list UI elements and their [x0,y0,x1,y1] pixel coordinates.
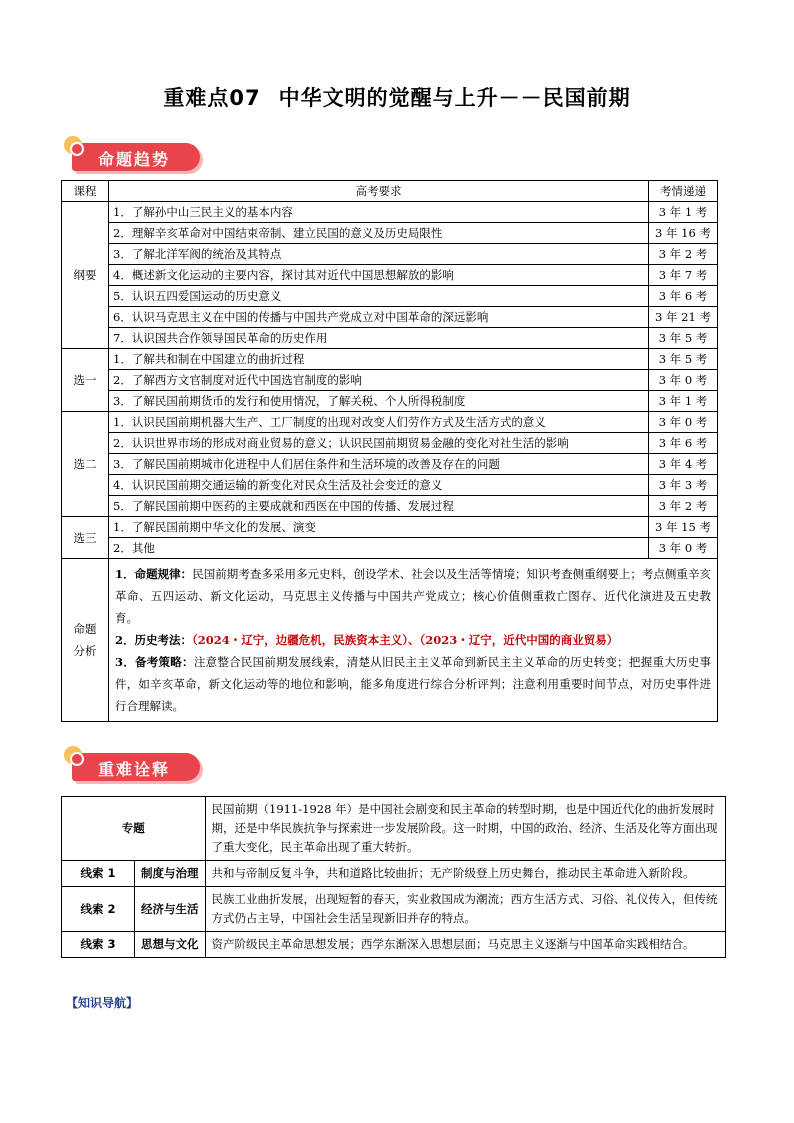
requirement-text: 3．了解北洋军阀的统治及其特点 [109,244,649,265]
requirement-row [62,433,718,454]
topic-text: 民国前期（1911-1928 年）是中国社会剧变和民主革命的转型时期，也是中国近代化的曲折发展时期，还是中华民族抗争与探索进一步发展阶段。这一时期，中国的政治、经济、生活及化等方面出现了重大变化，民主革命出现了重大转折。 [205,797,726,861]
requirement-row [62,517,718,538]
course-group: 纲要 [62,202,109,349]
explain-banner-label: 重难诠释 [98,760,171,779]
explain-banner [72,748,212,784]
requirement-text: 2．其他 [109,538,649,559]
frequency-text: 3 年 15 考 [649,517,718,538]
clue-theme: 经济与生活 [135,887,206,932]
page-title [0,82,794,112]
requirement-row [62,496,718,517]
frequency-text: 3 年 4 考 [649,454,718,475]
clue-row [62,887,726,932]
requirement-text: 2．了解西方文官制度对近代中国选官制度的影响 [109,370,649,391]
requirement-text: 3．了解民国前期城市化进程中人们居住条件和生活环境的改善及存在的问题 [109,454,649,475]
trend-banner [72,138,212,174]
frequency-text: 3 年 6 考 [649,433,718,454]
frequency-text: 3 年 3 考 [649,475,718,496]
frequency-text: 3 年 2 考 [649,496,718,517]
requirement-row [62,412,718,433]
trend-table [61,180,718,722]
analysis-label-text: 命题分析 [73,622,97,658]
frequency-text: 3 年 5 考 [649,349,718,370]
frequency-text: 3 年 6 考 [649,286,718,307]
requirement-row [62,244,718,265]
frequency-text: 3 年 0 考 [649,370,718,391]
frequency-text: 3 年 16 考 [649,223,718,244]
clue-text: 资产阶级民主革命思想发展；西学东渐深入思想层面；马克思主义逐渐与中国革命实践相结合。 [205,932,726,958]
requirement-row [62,265,718,286]
course-group: 选一 [62,349,109,412]
requirement-text: 5．认识五四爱国运动的历史意义 [109,286,649,307]
analysis-row [62,559,718,722]
analysis-content [109,559,718,722]
clue-label: 线索 1 [62,861,135,887]
requirement-text: 4．概述新文化运动的主要内容，探讨其对近代中国思想解放的影响 [109,265,649,286]
requirement-row [62,307,718,328]
requirement-row [62,223,718,244]
requirement-text: 1．了解民国前期中华文化的发展、演变 [109,517,649,538]
title-text: 中华文明的觉醒与上升－－民国前期 [278,86,631,110]
clue-label: 线索 2 [62,887,135,932]
rule-head: 1．命题规律： [115,567,193,581]
clue-row [62,932,726,958]
requirement-text: 3．了解民国前期货币的发行和使用情况，了解关税、个人所得税制度 [109,391,649,412]
clue-theme: 制度与治理 [135,861,206,887]
requirement-row [62,349,718,370]
clue-row [62,861,726,887]
requirement-row [62,286,718,307]
summary-table [61,796,726,958]
frequency-text: 3 年 0 考 [649,538,718,559]
knowledge-nav[interactable]: 【知识导航】 [66,996,139,1010]
requirement-row [62,475,718,496]
frequency-text: 3 年 21 考 [649,307,718,328]
requirement-text: 4．认识民国前期交通运输的新变化对民众生活及社会变迁的意义 [109,475,649,496]
requirement-row [62,391,718,412]
requirement-text: 7．认识国共合作领导国民革命的历史作用 [109,328,649,349]
method-text: （2024・辽宁，边疆危机，民族资本主义）、（2023・辽宁，近代中国的商业贸易） [192,633,619,647]
requirement-text: 1．了解孙中山三民主义的基本内容 [109,202,649,223]
requirement-row [62,202,718,223]
strategy-text: 注意整合民国前期发展线索，清楚从旧民主主义革命到新民主主义革命的历史转变；把握重大历史事件，如辛亥革命，新文化运动等的地位和影响，能多角度进行综合分析评判；注意利用重要时间节点，对历史事件进行合理解读。 [115,655,711,713]
analysis-label [62,559,109,722]
requirement-text: 2．认识世界市场的形成对商业贸易的意义；认识民国前期贸易金融的变化对社生活的影响 [109,433,649,454]
title-code: 重难点07 [163,86,261,110]
topic-label: 专题 [62,797,206,861]
col-frequency: 考情递递 [649,181,718,202]
requirement-text: 1．认识民国前期机器大生产、工厂制度的出现对改变人们劳作方式及生活方式的意义 [109,412,649,433]
col-course: 课程 [62,181,109,202]
requirement-text: 1．了解共和制在中国建立的曲折过程 [109,349,649,370]
requirement-text: 6．认识马克思主义在中国的传播与中国共产党成立对中国革命的深远影响 [109,307,649,328]
course-group: 选二 [62,412,109,517]
frequency-text: 3 年 1 考 [649,202,718,223]
requirement-text: 2．理解辛亥革命对中国结束帝制、建立民国的意义及历史局限性 [109,223,649,244]
method-head: 2．历史考法： [115,633,193,647]
trend-table-body [62,202,718,559]
requirement-row [62,370,718,391]
requirement-row [62,538,718,559]
course-group: 选三 [62,517,109,559]
frequency-text: 3 年 1 考 [649,391,718,412]
clue-text: 民族工业曲折发展，出现短暂的春天，实业救国成为潮流；西方生活方式、习俗、礼仪传入，但传统方式仍占主导，中国社会生活呈现新旧并存的特点。 [205,887,726,932]
col-requirement: 高考要求 [109,181,649,202]
frequency-text: 3 年 7 考 [649,265,718,286]
clue-theme: 思想与文化 [135,932,206,958]
frequency-text: 3 年 2 考 [649,244,718,265]
strategy-head: 3．备考策略： [115,655,194,669]
clue-label: 线索 3 [62,932,135,958]
trend-banner-label: 命题趋势 [98,150,171,169]
frequency-text: 3 年 0 考 [649,412,718,433]
requirement-row [62,328,718,349]
clue-text: 共和与帝制反复斗争，共和道路比较曲折；无产阶级登上历史舞台，推动民主革命进入新阶段。 [205,861,726,887]
requirement-text: 5．了解民国前期中医药的主要成就和西医在中国的传播、发展过程 [109,496,649,517]
frequency-text: 3 年 5 考 [649,328,718,349]
rule-text: 民国前期考查多采用多元史料，创设学术、社会以及生活等情境；知识考查侧重纲要上；考点侧重辛亥革命、五四运动、新文化运动，马克思主义传播与中国共产党成立；核心价值侧重救亡图存、近代化演进及五史教育。 [115,567,711,625]
requirement-row [62,454,718,475]
topic-row [62,797,726,861]
